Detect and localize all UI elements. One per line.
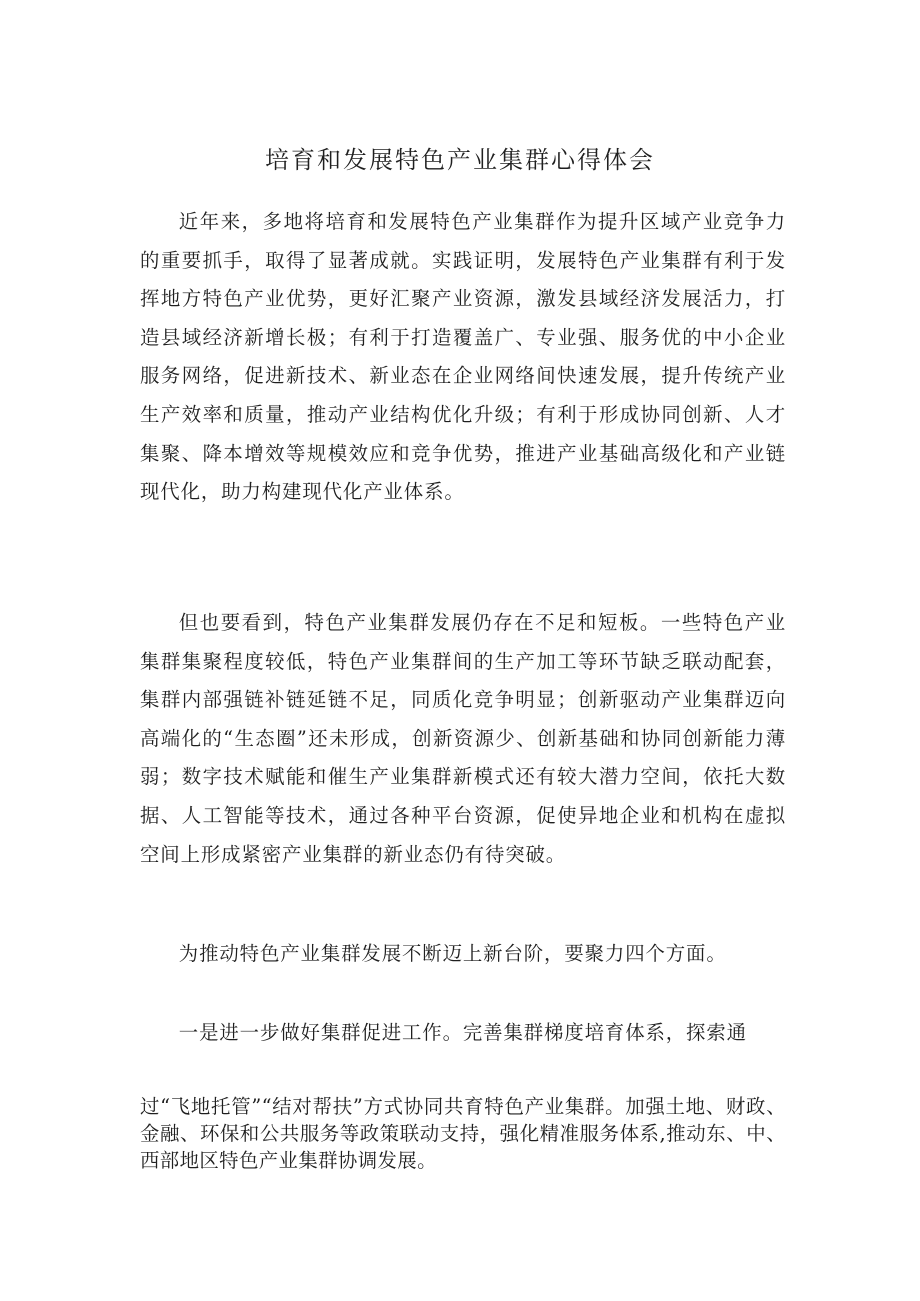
paragraph-4: 一是进一步做好集群促进工作。完善集群梯度培育体系，探索通 [178, 1021, 747, 1044]
paragraph-1: 近年来，多地将培育和发展特色产业集群作为提升区域产业竞争力的重要抓手，取得了显著成就。实践证明，发展特色产业集群有利于发挥地方特色产业优势，更好汇聚产业资源，激发县域经济发展活力，打造县域经济新增长极；有利于打造覆盖广、专业强、服务优的中小企业服务网络，促进新技术、新业态在企业网络间快速发展，提升传统产业生产效率和质量，推动产业结构优化升级；有利于形成协同创新、人才集聚、降本增效等规模效应和竞争优势，推进产业基础高级化和产业链现代化，助力构建现代化产业体系。 [140, 210, 786, 504]
paragraph-5: 过“飞地托管”“结对帮扶”方式协同共育特色产业集群。加强土地、财政、金融、环保和公共服务等政策联动支持，强化精准服务体系,推动东、中、西部地区特色产业集群协调发展。 [140, 1095, 786, 1172]
paragraph-3: 为推动特色产业集群发展不断迈上新台阶，要聚力四个方面。 [178, 942, 727, 965]
paragraph-2: 但也要看到，特色产业集群发展仍存在不足和短板。一些特色产业集群集聚程度较低，特色产业集群间的生产加工等环节缺乏联动配套，集群内部强链补链延链不足，同质化竞争明显；创新驱动产业集群迈向高端化的“生态圈”还未形成，创新资源少、创新基础和协同创新能力薄弱；数字技术赋能和催生产业集群新模式还有较大潜力空间，依托大数据、人工智能等技术，通过各种平台资源，促使异地企业和机构在虚拟空间上形成紧密产业集群的新业态仍有待突破。 [140, 611, 786, 866]
page-title: 培育和发展特色产业集群心得体会 [265, 146, 655, 174]
